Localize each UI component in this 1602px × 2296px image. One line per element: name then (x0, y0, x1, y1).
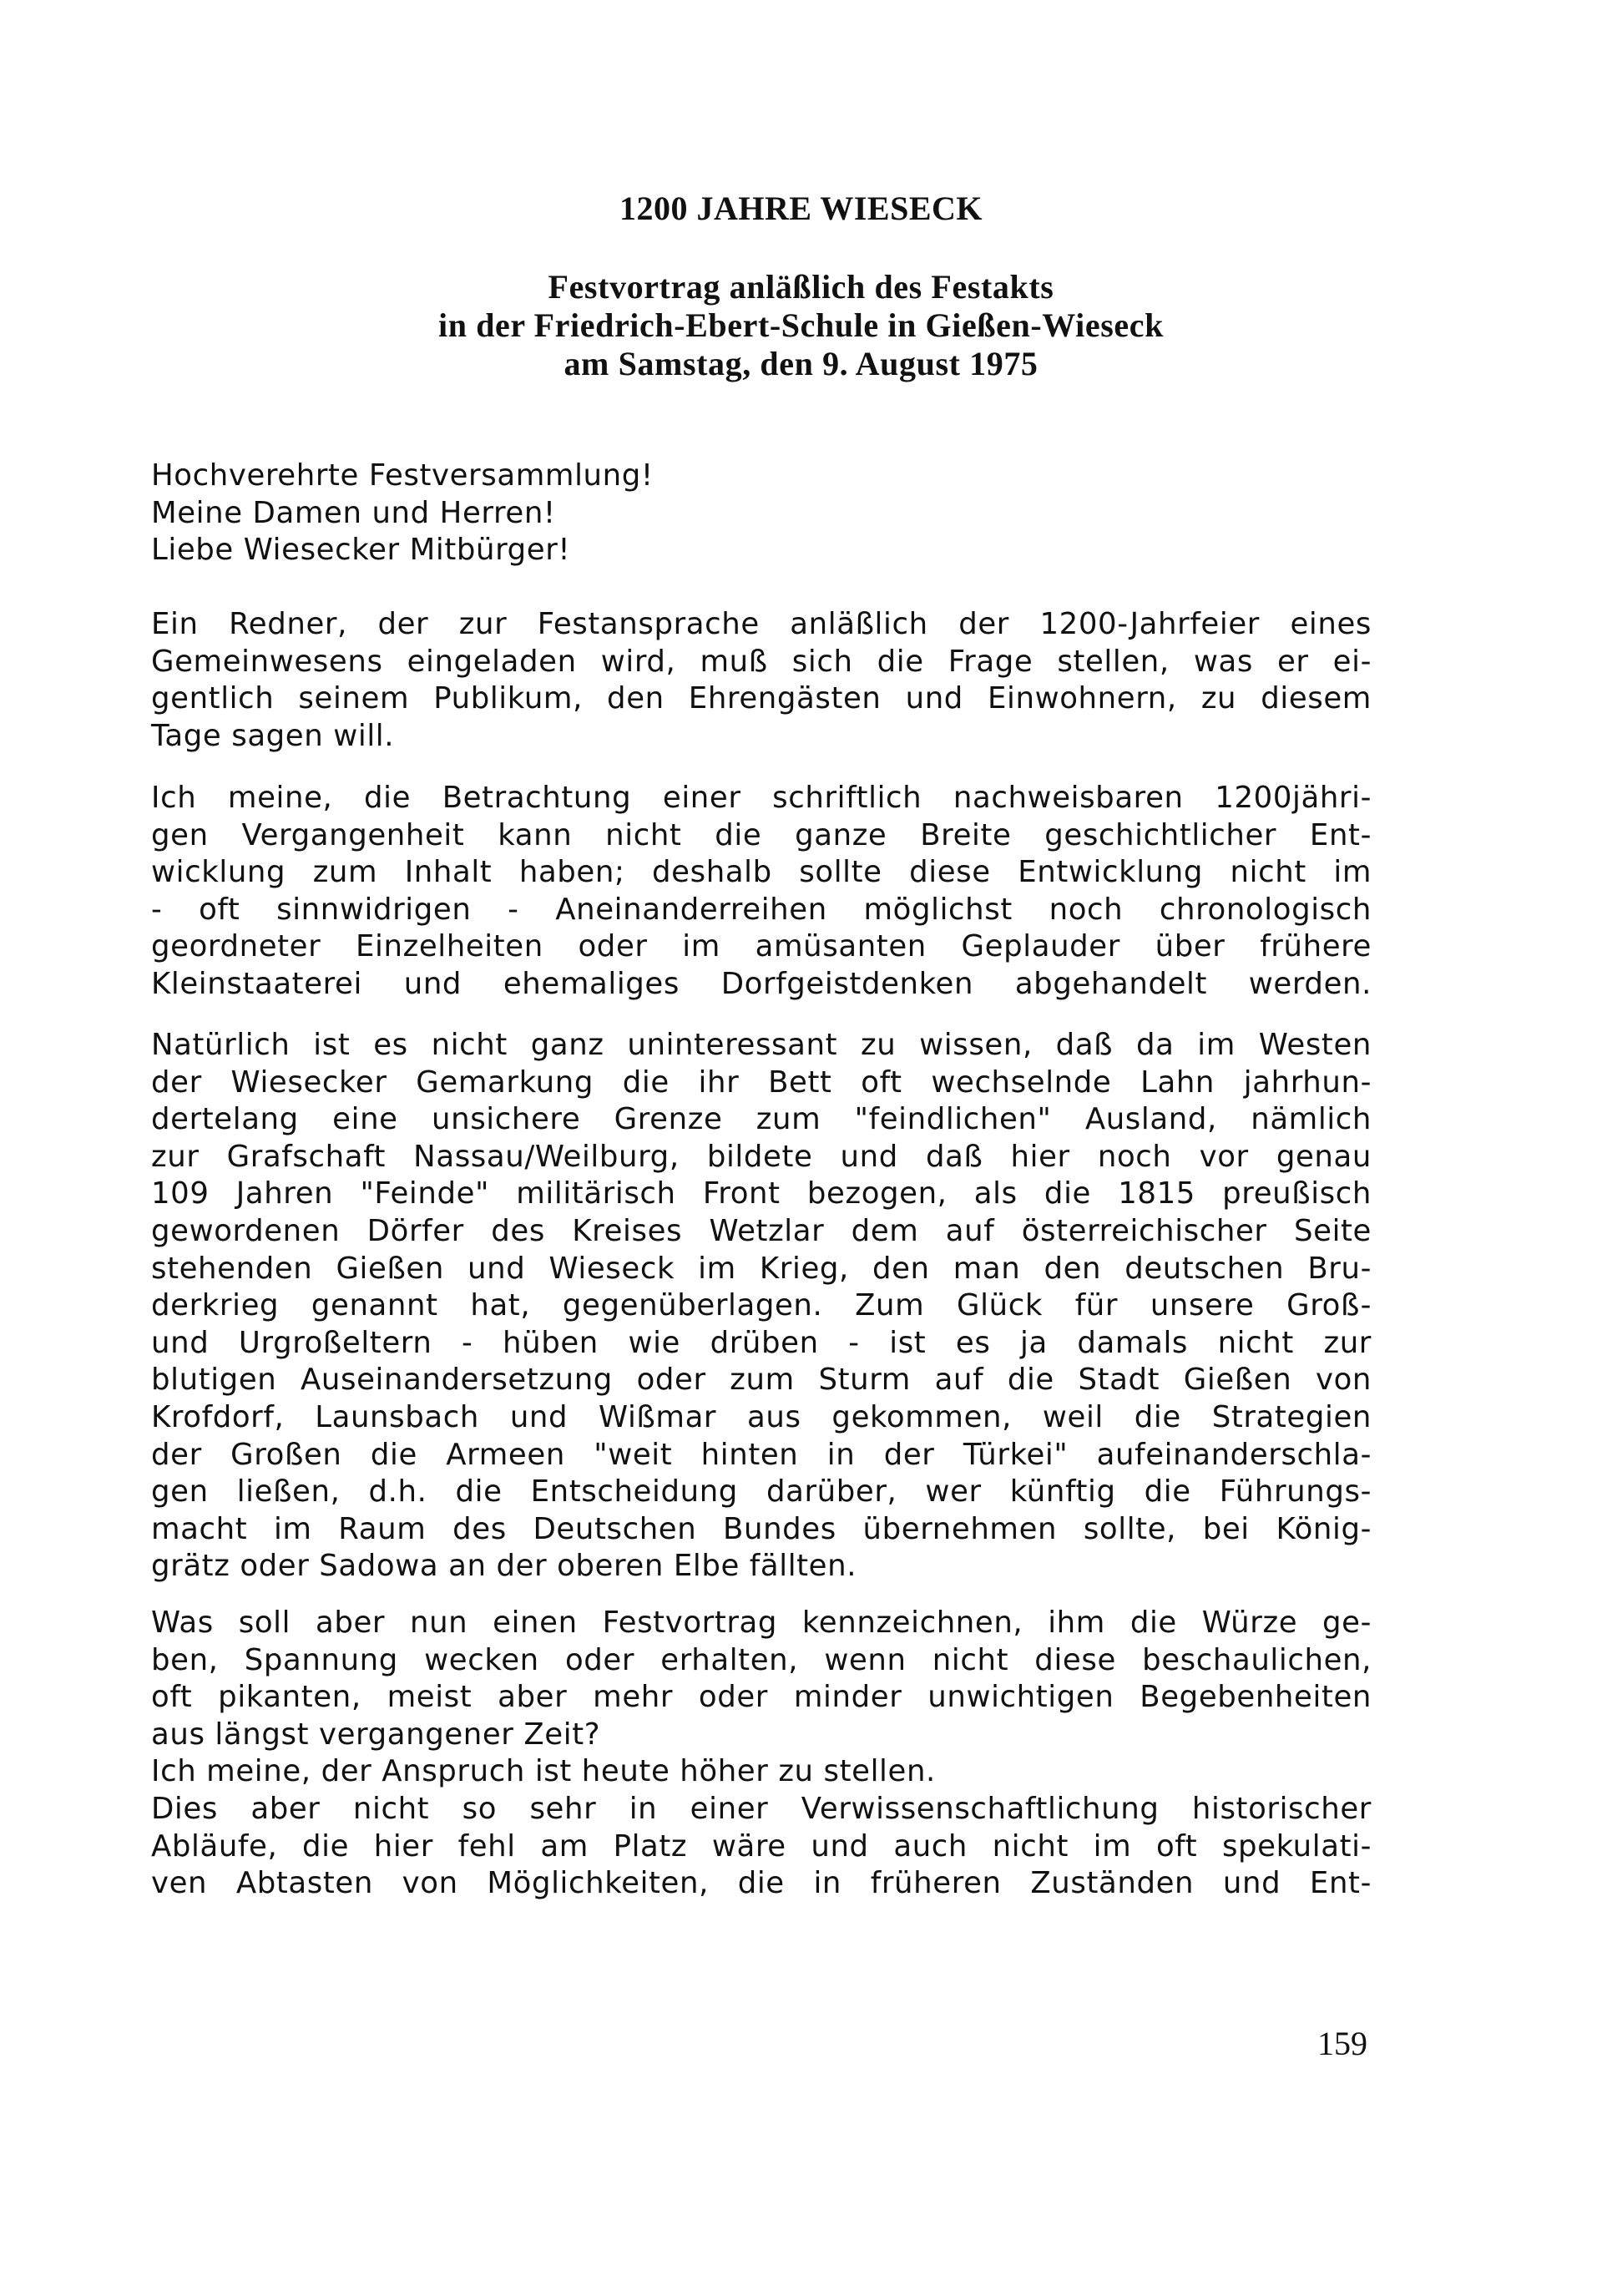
paragraph-line: grätz oder Sadowa an der oberen Elbe fällten. (151, 1549, 857, 1584)
paragraph-line: derkrieg genannt hat, gegenüberlagen. Zum Glück für unsere Groß- (151, 1288, 1372, 1323)
paragraph-line: macht im Raum des Deutschen Bundes übernehmen sollte, bei König- (151, 1511, 1372, 1546)
paragraph-line: Was soll aber nun einen Festvortrag kennzeichnen, ihm die Würze ge- (151, 1606, 1372, 1640)
paragraph-line: - oft sinnwidrigen - Aneinanderreihen möglichst noch chronologisch (151, 892, 1372, 927)
paragraph-line: und Urgroßeltern - hüben wie drüben - ist es ja damals nicht zur (151, 1325, 1372, 1360)
paragraph-line: Kleinstaaterei und ehemaliges Dorfgeistdenken abgehandelt werden. (151, 966, 1372, 1001)
paragraph-line: geordneter Einzelheiten oder im amüsanten Geplauder über frühere (151, 929, 1372, 964)
paragraph-line: zur Grafschaft Nassau/Weilburg, bildete und daß hier noch vor genau (151, 1139, 1372, 1174)
greeting-block (151, 458, 1372, 569)
paragraph-2 (151, 780, 1372, 1004)
paragraph-4 (151, 1605, 1372, 1903)
paragraph-line: Ich meine, die Betrachtung einer schriftlich nachweisbaren 1200jähri- (151, 781, 1372, 815)
paragraph-line: ven Abtasten von Möglichkeiten, die in früheren Zuständen und Ent- (151, 1866, 1372, 1901)
paragraph-line: blutigen Auseinandersetzung oder zum Sturm auf die Stadt Gießen von (151, 1363, 1372, 1398)
greeting-line: Meine Damen und Herren! (151, 495, 556, 530)
paragraph-1 (151, 606, 1372, 755)
paragraph-line: oft pikanten, meist aber mehr oder minder unwichtigen Begebenheiten (151, 1680, 1372, 1715)
paragraph-line: Krofdorf, Launsbach und Wißmar aus gekommen, weil die Strategien (151, 1399, 1372, 1434)
paragraph-line: ben, Spannung wecken oder erhalten, wenn nicht diese beschaulichen, (151, 1642, 1372, 1677)
paragraph-line: gen ließen, d.h. die Entscheidung darüber, wer künftig die Führungs- (151, 1474, 1372, 1510)
paragraph-line: Abläufe, die hier fehl am Platz wäre und auch nicht im oft spekulati- (151, 1828, 1372, 1864)
paragraph-line: gen Vergangenheit kann nicht die ganze Breite geschichtlicher Ent- (151, 817, 1372, 852)
paragraph-line: aus längst vergangener Zeit? (151, 1717, 601, 1752)
subtitle-line-1: Festvortrag anläßlich des Festakts (548, 268, 1054, 306)
paragraph-line: gentlich seinem Publikum, den Ehrengästen und Einwohnern, zu diesem (151, 681, 1372, 716)
paragraph-line: Dies aber nicht so sehr in einer Verwissenschaftlichung historischer (151, 1791, 1372, 1826)
paragraph-line: gewordenen Dörfer des Kreises Wetzlar dem auf österreichischer Seite (151, 1213, 1372, 1248)
paragraph-line: dertelang eine unsichere Grenze zum "feindlichen" Ausland, nämlich (151, 1102, 1372, 1137)
paragraph-line: wicklung zum Inhalt haben; deshalb sollte diese Entwicklung nicht im (151, 855, 1372, 890)
paragraph-line: Ich meine, der Anspruch ist heute höher zu stellen. (151, 1754, 936, 1789)
paragraph-line: 109 Jahren "Feinde" militärisch Front bezogen, als die 1815 preußisch (151, 1176, 1372, 1211)
subtitle-line-3: am Samstag, den 9. August 1975 (563, 345, 1039, 382)
paragraph-line: stehenden Gießen und Wieseck im Krieg, den man den deutschen Bru- (151, 1251, 1372, 1286)
subtitle-line-2: in der Friedrich-Ebert-Schule in Gießen-Wieseck (438, 306, 1164, 344)
page-number: 159 (1317, 2025, 1367, 2062)
paragraph-3 (151, 1027, 1372, 1585)
paragraph-line: Ein Redner, der zur Festansprache anläßlich der 1200-Jahrfeier eines (151, 607, 1372, 641)
paragraph-line: Tage sagen will. (151, 718, 395, 753)
paragraph-line: der Wiesecker Gemarkung die ihr Bett oft wechselnde Lahn jahrhun- (151, 1065, 1372, 1100)
paragraph-line: Natürlich ist es nicht ganz uninteressant zu wissen, daß da im Westen (151, 1028, 1372, 1062)
paragraph-line: Gemeinwesens eingeladen wird, muß sich die Frage stellen, was er ei- (151, 644, 1372, 679)
document-title: 1200 JAHRE WIESECK (619, 190, 983, 227)
greeting-line: Liebe Wiesecker Mitbürger! (151, 533, 571, 568)
greeting-line: Hochverehrte Festversammlung! (151, 458, 654, 493)
paragraph-line: der Großen die Armeen "weit hinten in der Türkei" aufeinanderschla- (151, 1437, 1372, 1472)
